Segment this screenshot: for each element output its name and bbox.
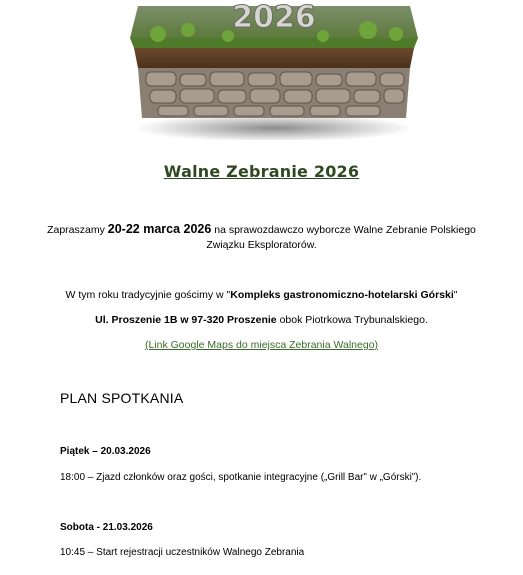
page-title: Walne Zebranie 2026 <box>163 162 360 181</box>
schedule-item: 18:00 – Zjazd członków oraz gości, spotkanie integracyjne („Grill Bar” w „Górski”). <box>60 472 422 483</box>
venue-address-post: obok Piotrkowa Trybunalskiego. <box>276 314 428 326</box>
schedule-item: 10:45 – Start rejestracji uczestników Walnego Zebrania <box>60 547 305 558</box>
intro-post: na sprawozdawczo wyborcze Walne Zebranie Polskiego <box>211 224 476 236</box>
venue-address: Ul. Proszenie 1B w 97-320 Proszenie <box>95 314 277 326</box>
venue-name: Kompleks gastronomiczno-hotelarski Górski <box>230 289 454 301</box>
day-label-friday: Piątek – 20.03.2026 <box>60 446 151 457</box>
address-paragraph <box>40 313 483 328</box>
day-label-saturday: Sobota - 21.03.2026 <box>60 522 153 533</box>
intro-paragraph <box>40 222 483 253</box>
plan-heading: PLAN SPOTKANIA <box>60 390 184 406</box>
venue-paragraph <box>40 288 483 303</box>
hero-image <box>118 0 430 140</box>
map-link[interactable]: (Link Google Maps do miejsca Zebrania Walnego) <box>144 339 379 351</box>
venue-post: " <box>453 289 458 301</box>
intro-line2: Związku Eksploratorów. <box>206 239 317 251</box>
hero-year-text: 2026 <box>232 0 316 35</box>
venue-pre: W tym roku tradycyjnie gościmy w " <box>65 289 231 301</box>
intro-dates: 20-22 marca 2026 <box>107 222 212 236</box>
intro-pre: Zapraszamy <box>47 224 108 236</box>
